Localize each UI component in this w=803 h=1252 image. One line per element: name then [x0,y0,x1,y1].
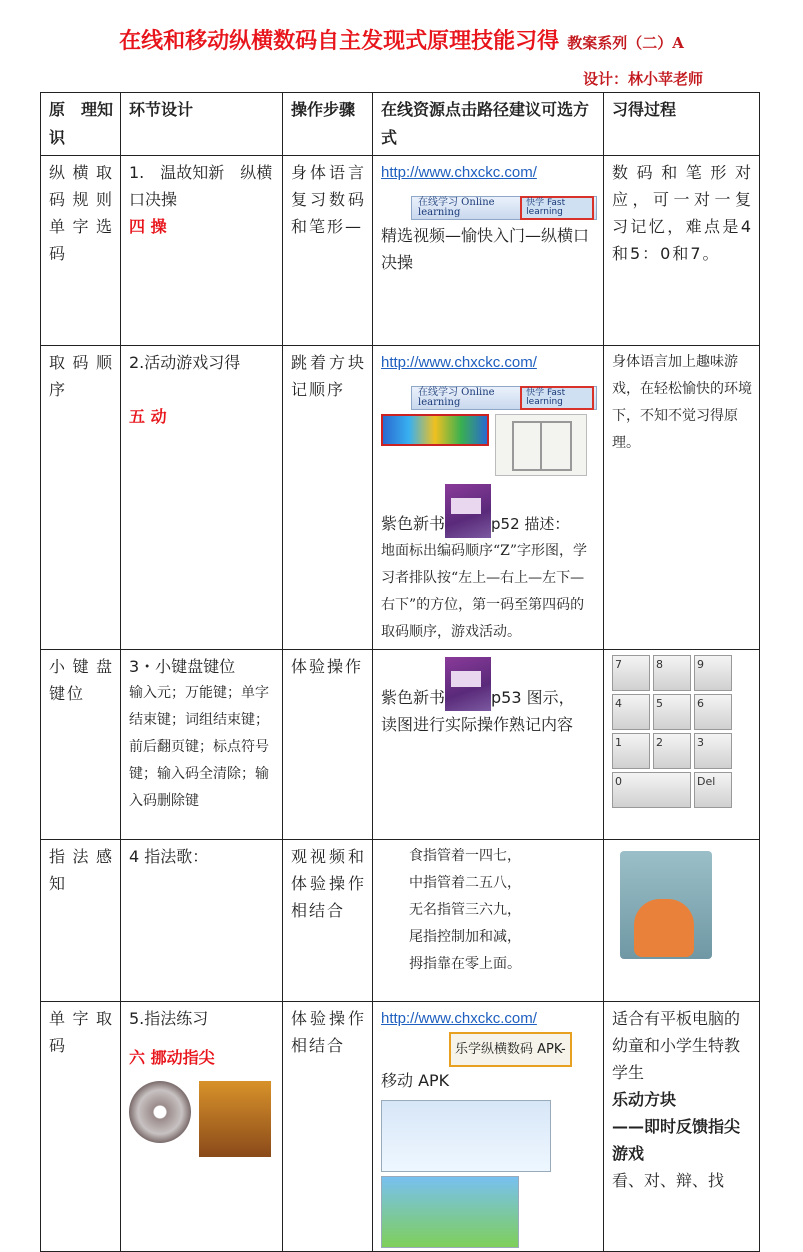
keypad-image [612,655,753,808]
online-learning-badge[interactable] [411,386,597,410]
game-strip-image [381,414,489,446]
book-page: p53 图示， [491,688,575,707]
title-series: 教案系列（二）A [567,34,684,52]
key-1: 1 [612,733,650,769]
step-body: 输入元；万能键；单字结束键；词组结束键；前后翻页键；标点符号键；输入码全清除；输入码删除键 [129,685,269,809]
header-principle: 原 理知识 [41,93,121,156]
keypad-hand-image [620,851,712,959]
poem-line: 中指管着二五八， [409,875,521,891]
cell-operation: 跳着方块记顺序 [283,346,373,650]
table-header-row [41,93,760,156]
online-learning-badge[interactable] [411,196,597,220]
step-label: 五 动 [129,407,167,426]
badge-online: 在线学习 Online learning [418,197,495,218]
apk-screenshot-image [381,1100,551,1172]
poem-line: 尾指控制加和减， [409,929,521,945]
resource-link[interactable]: http://www.chxckc.com/ [381,354,537,371]
cell-design [121,346,283,650]
step-title: 2.活动游戏习得 [129,353,241,372]
header-resource: 在线资源点击路径建议可选方式 [373,93,604,156]
book-prefix: 紫色新书 [381,688,446,707]
learning-intro: 适合有平板电脑的幼童和小学生特教学生 [612,1009,741,1082]
table-row [41,650,760,840]
poem-line: 无名指管三六九， [409,902,521,918]
game-screenshot-image [381,1176,519,1248]
key-del: Del [694,772,732,808]
cell-principle: 取码顺序 [41,346,121,650]
cd-disc-image [129,1081,191,1143]
key-4: 4 [612,694,650,730]
cell-resource [373,1002,604,1252]
cd-case-image [199,1081,271,1157]
lesson-table [40,92,760,1252]
cell-resource [373,156,604,346]
resource-path: 读图进行实际操作熟记内容 [381,715,574,734]
learning-highlight: 乐动方块 [612,1090,677,1109]
header-operation: 操作步骤 [283,93,373,156]
cell-operation: 观视频和体验操作相结合 [283,840,373,1002]
resource-link[interactable]: http://www.chxckc.com/ [381,1010,537,1027]
key-6: 6 [694,694,732,730]
badge-online: 在线学习 Online learning [418,387,495,408]
step-title: 1. 温故知新 纵横口决操 [129,163,273,209]
book-page: p52 描述： [491,515,570,533]
step-label: 六 挪动指尖 [129,1048,215,1067]
cell-design [121,156,283,346]
designer-credit: 设计：林小苹老师 [582,70,703,88]
cell-learning [604,1002,760,1252]
cell-resource [373,346,604,650]
step-title: 3・小键盘键位 [129,657,236,676]
cell-design [121,840,283,1002]
table-row [41,156,760,346]
cell-principle: 小键盘键位 [41,650,121,840]
apk-banner[interactable]: 乐学纵横数码 APK- [449,1032,572,1067]
key-8: 8 [653,655,691,691]
key-0: 0 [612,772,691,808]
table-row [41,1002,760,1252]
purple-book-image [445,484,491,538]
cell-principle: 纵横取码规则单字选码 [41,156,121,346]
cell-design [121,1002,283,1252]
poem-line: 拇指靠在零上面。 [409,956,521,972]
cell-design [121,650,283,840]
learning-tail: 看、对、辩、找 [612,1171,725,1190]
cell-principle: 单字取码 [41,1002,121,1252]
key-3: 3 [694,733,732,769]
resource-path: 移动 APK [381,1071,450,1090]
cell-learning [604,840,760,1002]
cell-principle: 指法感知 [41,840,121,1002]
key-7: 7 [612,655,650,691]
cell-learning: 身体语言加上趣味游戏，在轻松愉快的环境下，不知不觉习得原理。 [604,346,760,650]
key-9: 9 [694,655,732,691]
header-learning: 习得过程 [604,93,760,156]
key-5: 5 [653,694,691,730]
cell-operation: 身体语言复习数码和笔形— [283,156,373,346]
badge-fast: 快学 Fast learning [520,196,594,220]
cell-operation: 体验操作 [283,650,373,840]
cell-operation: 体验操作相结合 [283,1002,373,1252]
table-row [41,840,760,1002]
table-row [41,346,760,650]
step-label: 四 操 [129,217,167,236]
z-grid-image [495,414,587,476]
cell-resource [373,650,604,840]
cell-resource [373,840,604,1002]
step-title: 4 指法歌： [129,847,209,866]
title-main: 在线和移动纵横数码自主发现式原理技能习得 [119,28,560,54]
resource-path: 精选视频—愉快入门—纵横口决操 [381,226,590,272]
badge-fast: 快学 Fast learning [520,386,594,410]
book-prefix: 紫色新书 [381,514,446,533]
cell-learning: 数码和笔形对应，可一对一复习记忆，难点是4和5：0和7。 [604,156,760,346]
step-title: 5.指法练习 [129,1009,209,1028]
header-design: 环节设计 [121,93,283,156]
learning-highlight-2: ——即时反馈指尖游戏 [612,1117,741,1163]
cell-learning [604,650,760,840]
key-2: 2 [653,733,691,769]
document-title [0,24,803,55]
purple-book-image [445,657,491,711]
poem-line: 食指管着一四七， [409,848,521,864]
resource-description: 地面标出编码顺序“Z”字形图，学习者排队按“左上—右上—左下—右下”的方位，第一码至第四码的取码顺序，游戏活动。 [381,543,588,640]
resource-link[interactable]: http://www.chxckc.com/ [381,164,537,181]
